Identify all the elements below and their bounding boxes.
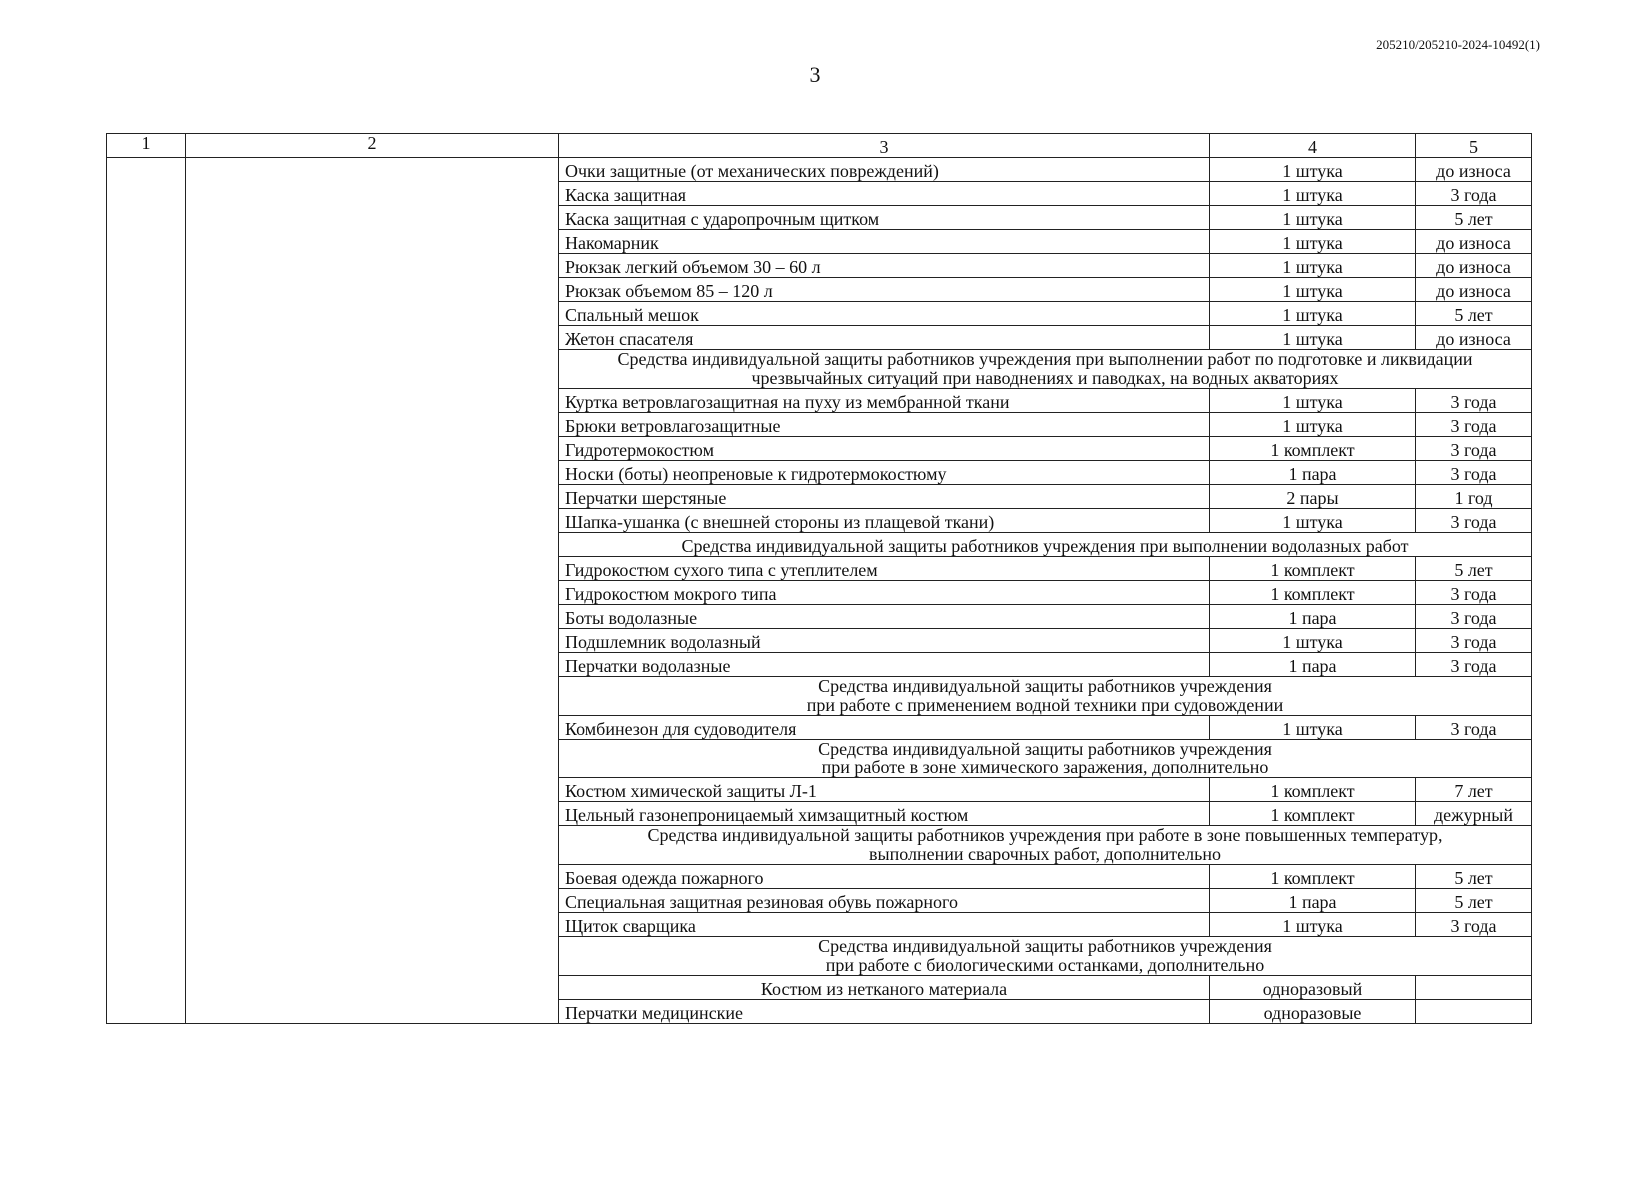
header-col-1: 1 [107, 134, 186, 158]
item-name-cell: Шапка-ушанка (с внешней стороны из плащевой ткани) [559, 508, 1210, 532]
wear-term-cell: 3 года [1416, 580, 1532, 604]
item-name-cell: Костюм из нетканого материала [559, 975, 1210, 999]
quantity-cell: 1 пара [1210, 460, 1416, 484]
quantity-cell: 1 комплект [1210, 778, 1416, 802]
wear-term-cell: 3 года [1416, 604, 1532, 628]
wear-term-cell: 3 года [1416, 460, 1532, 484]
section-title-line-2: при работе с применением водной техники при судовождении [806, 694, 1284, 715]
header-col-4: 4 [1210, 134, 1416, 158]
quantity-cell: 1 штука [1210, 628, 1416, 652]
item-name-cell: Гидрокостюм мокрого типа [559, 580, 1210, 604]
wear-term-cell [1416, 975, 1532, 999]
item-name-cell: Жетон спасателя [559, 326, 1210, 350]
section-title [559, 937, 1532, 976]
col-1-empty-cell [107, 158, 186, 1024]
quantity-cell: 1 штука [1210, 508, 1416, 532]
section-title-line-2: при работе в зоне химического заражения, дополнительно [821, 757, 1269, 778]
quantity-cell: 1 комплект [1210, 556, 1416, 580]
ppe-norms-table [106, 133, 1532, 1024]
item-name-cell: Гидротермокостюм [559, 436, 1210, 460]
header-col-2: 2 [186, 134, 559, 158]
item-name-cell: Перчатки медицинские [559, 999, 1210, 1023]
quantity-cell: 1 пара [1210, 604, 1416, 628]
quantity-cell: 1 штука [1210, 715, 1416, 739]
wear-term-cell: 3 года [1416, 412, 1532, 436]
section-title-line-2: при работе с биологическими останками, дополнительно [825, 955, 1265, 976]
header-col-3: 3 [559, 134, 1210, 158]
document-number: 205210/205210-2024-10492(1) [1376, 37, 1540, 52]
page-number: 3 [809, 62, 821, 87]
section-title [559, 826, 1532, 865]
quantity-cell: 1 пара [1210, 889, 1416, 913]
item-name-cell: Очки защитные (от механических повреждений) [559, 158, 1210, 182]
quantity-cell: 2 пары [1210, 484, 1416, 508]
section-title [559, 532, 1532, 556]
item-name-cell: Куртка ветровлагозащитная на пуху из мембранной ткани [559, 388, 1210, 412]
item-name-cell: Специальная защитная резиновая обувь пожарного [559, 889, 1210, 913]
item-name-cell: Брюки ветровлагозащитные [559, 412, 1210, 436]
quantity-cell: 1 штука [1210, 182, 1416, 206]
section-title-line-2: выполнении сварочных работ, дополнительно [869, 844, 1221, 865]
quantity-cell: 1 штука [1210, 278, 1416, 302]
wear-term-cell: до износа [1416, 326, 1532, 350]
wear-term-cell: до износа [1416, 158, 1532, 182]
item-name-cell: Цельный газонепроницаемый химзащитный костюм [559, 802, 1210, 826]
wear-term-cell: 3 года [1416, 628, 1532, 652]
item-name-cell: Перчатки водолазные [559, 652, 1210, 676]
item-name-cell: Накомарник [559, 230, 1210, 254]
wear-term-cell: 3 года [1416, 913, 1532, 937]
col-2-empty-cell [186, 158, 559, 1024]
item-name-cell: Рюкзак объемом 85 – 120 л [559, 278, 1210, 302]
wear-term-cell: дежурный [1416, 802, 1532, 826]
item-name-cell: Щиток сварщика [559, 913, 1210, 937]
quantity-cell: 1 пара [1210, 652, 1416, 676]
wear-term-cell: 5 лет [1416, 556, 1532, 580]
item-name-cell: Костюм химической защиты Л-1 [559, 778, 1210, 802]
wear-term-cell: 7 лет [1416, 778, 1532, 802]
quantity-cell: 1 комплект [1210, 802, 1416, 826]
wear-term-cell: 5 лет [1416, 206, 1532, 230]
item-name-cell: Каска защитная с ударопрочным щитком [559, 206, 1210, 230]
wear-term-cell: до износа [1416, 254, 1532, 278]
item-name-cell: Носки (боты) неопреновые к гидротермокостюму [559, 460, 1210, 484]
quantity-cell: 1 штука [1210, 254, 1416, 278]
quantity-cell: 1 штука [1210, 326, 1416, 350]
quantity-cell: 1 штука [1210, 158, 1416, 182]
section-title-line-1: Средства индивидуальной защиты работников учреждения при выполнении водолазных работ [681, 535, 1409, 556]
wear-term-cell: до износа [1416, 278, 1532, 302]
quantity-cell: 1 штука [1210, 412, 1416, 436]
table-row [107, 158, 1532, 182]
item-name-cell: Перчатки шерстяные [559, 484, 1210, 508]
wear-term-cell: 1 год [1416, 484, 1532, 508]
item-name-cell: Боты водолазные [559, 604, 1210, 628]
quantity-cell: 1 комплект [1210, 865, 1416, 889]
section-title [559, 739, 1532, 778]
section-title [559, 350, 1532, 389]
quantity-cell: 1 штука [1210, 206, 1416, 230]
section-title [559, 676, 1532, 715]
wear-term-cell: 3 года [1416, 508, 1532, 532]
wear-term-cell: 5 лет [1416, 889, 1532, 913]
section-title-line-1: Средства индивидуальной защиты работников учреждения [818, 675, 1272, 696]
item-name-cell: Комбинезон для судоводителя [559, 715, 1210, 739]
wear-term-cell: 3 года [1416, 436, 1532, 460]
quantity-cell: 1 штука [1210, 913, 1416, 937]
wear-term-cell: до износа [1416, 230, 1532, 254]
wear-term-cell: 3 года [1416, 388, 1532, 412]
item-name-cell: Каска защитная [559, 182, 1210, 206]
section-title-line-1: Средства индивидуальной защиты работников учреждения [818, 738, 1272, 759]
wear-term-cell: 3 года [1416, 652, 1532, 676]
wear-term-cell: 3 года [1416, 715, 1532, 739]
quantity-cell: 1 штука [1210, 302, 1416, 326]
table-header-row [107, 134, 1532, 158]
quantity-cell: 1 штука [1210, 230, 1416, 254]
quantity-cell: одноразовые [1210, 999, 1416, 1023]
quantity-cell: 1 комплект [1210, 580, 1416, 604]
item-name-cell: Рюкзак легкий объемом 30 – 60 л [559, 254, 1210, 278]
wear-term-cell: 3 года [1416, 182, 1532, 206]
item-name-cell: Спальный мешок [559, 302, 1210, 326]
section-title-line-1: Средства индивидуальной защиты работников учреждения при работе в зоне повышенных температур, [647, 825, 1443, 846]
quantity-cell: 1 комплект [1210, 436, 1416, 460]
section-title-line-1: Средства индивидуальной защиты работников учреждения [818, 936, 1272, 957]
wear-term-cell [1416, 999, 1532, 1023]
header-col-5: 5 [1416, 134, 1532, 158]
item-name-cell: Подшлемник водолазный [559, 628, 1210, 652]
wear-term-cell: 5 лет [1416, 302, 1532, 326]
section-title-line-1: Средства индивидуальной защиты работников учреждения при выполнении работ по подготовке и ликвидации [617, 349, 1473, 369]
item-name-cell: Боевая одежда пожарного [559, 865, 1210, 889]
quantity-cell: одноразовый [1210, 975, 1416, 999]
wear-term-cell: 5 лет [1416, 865, 1532, 889]
quantity-cell: 1 штука [1210, 388, 1416, 412]
item-name-cell: Гидрокостюм сухого типа с утеплителем [559, 556, 1210, 580]
section-title-line-2: чрезвычайных ситуаций при наводнениях и паводках, на водных акваториях [751, 367, 1339, 388]
